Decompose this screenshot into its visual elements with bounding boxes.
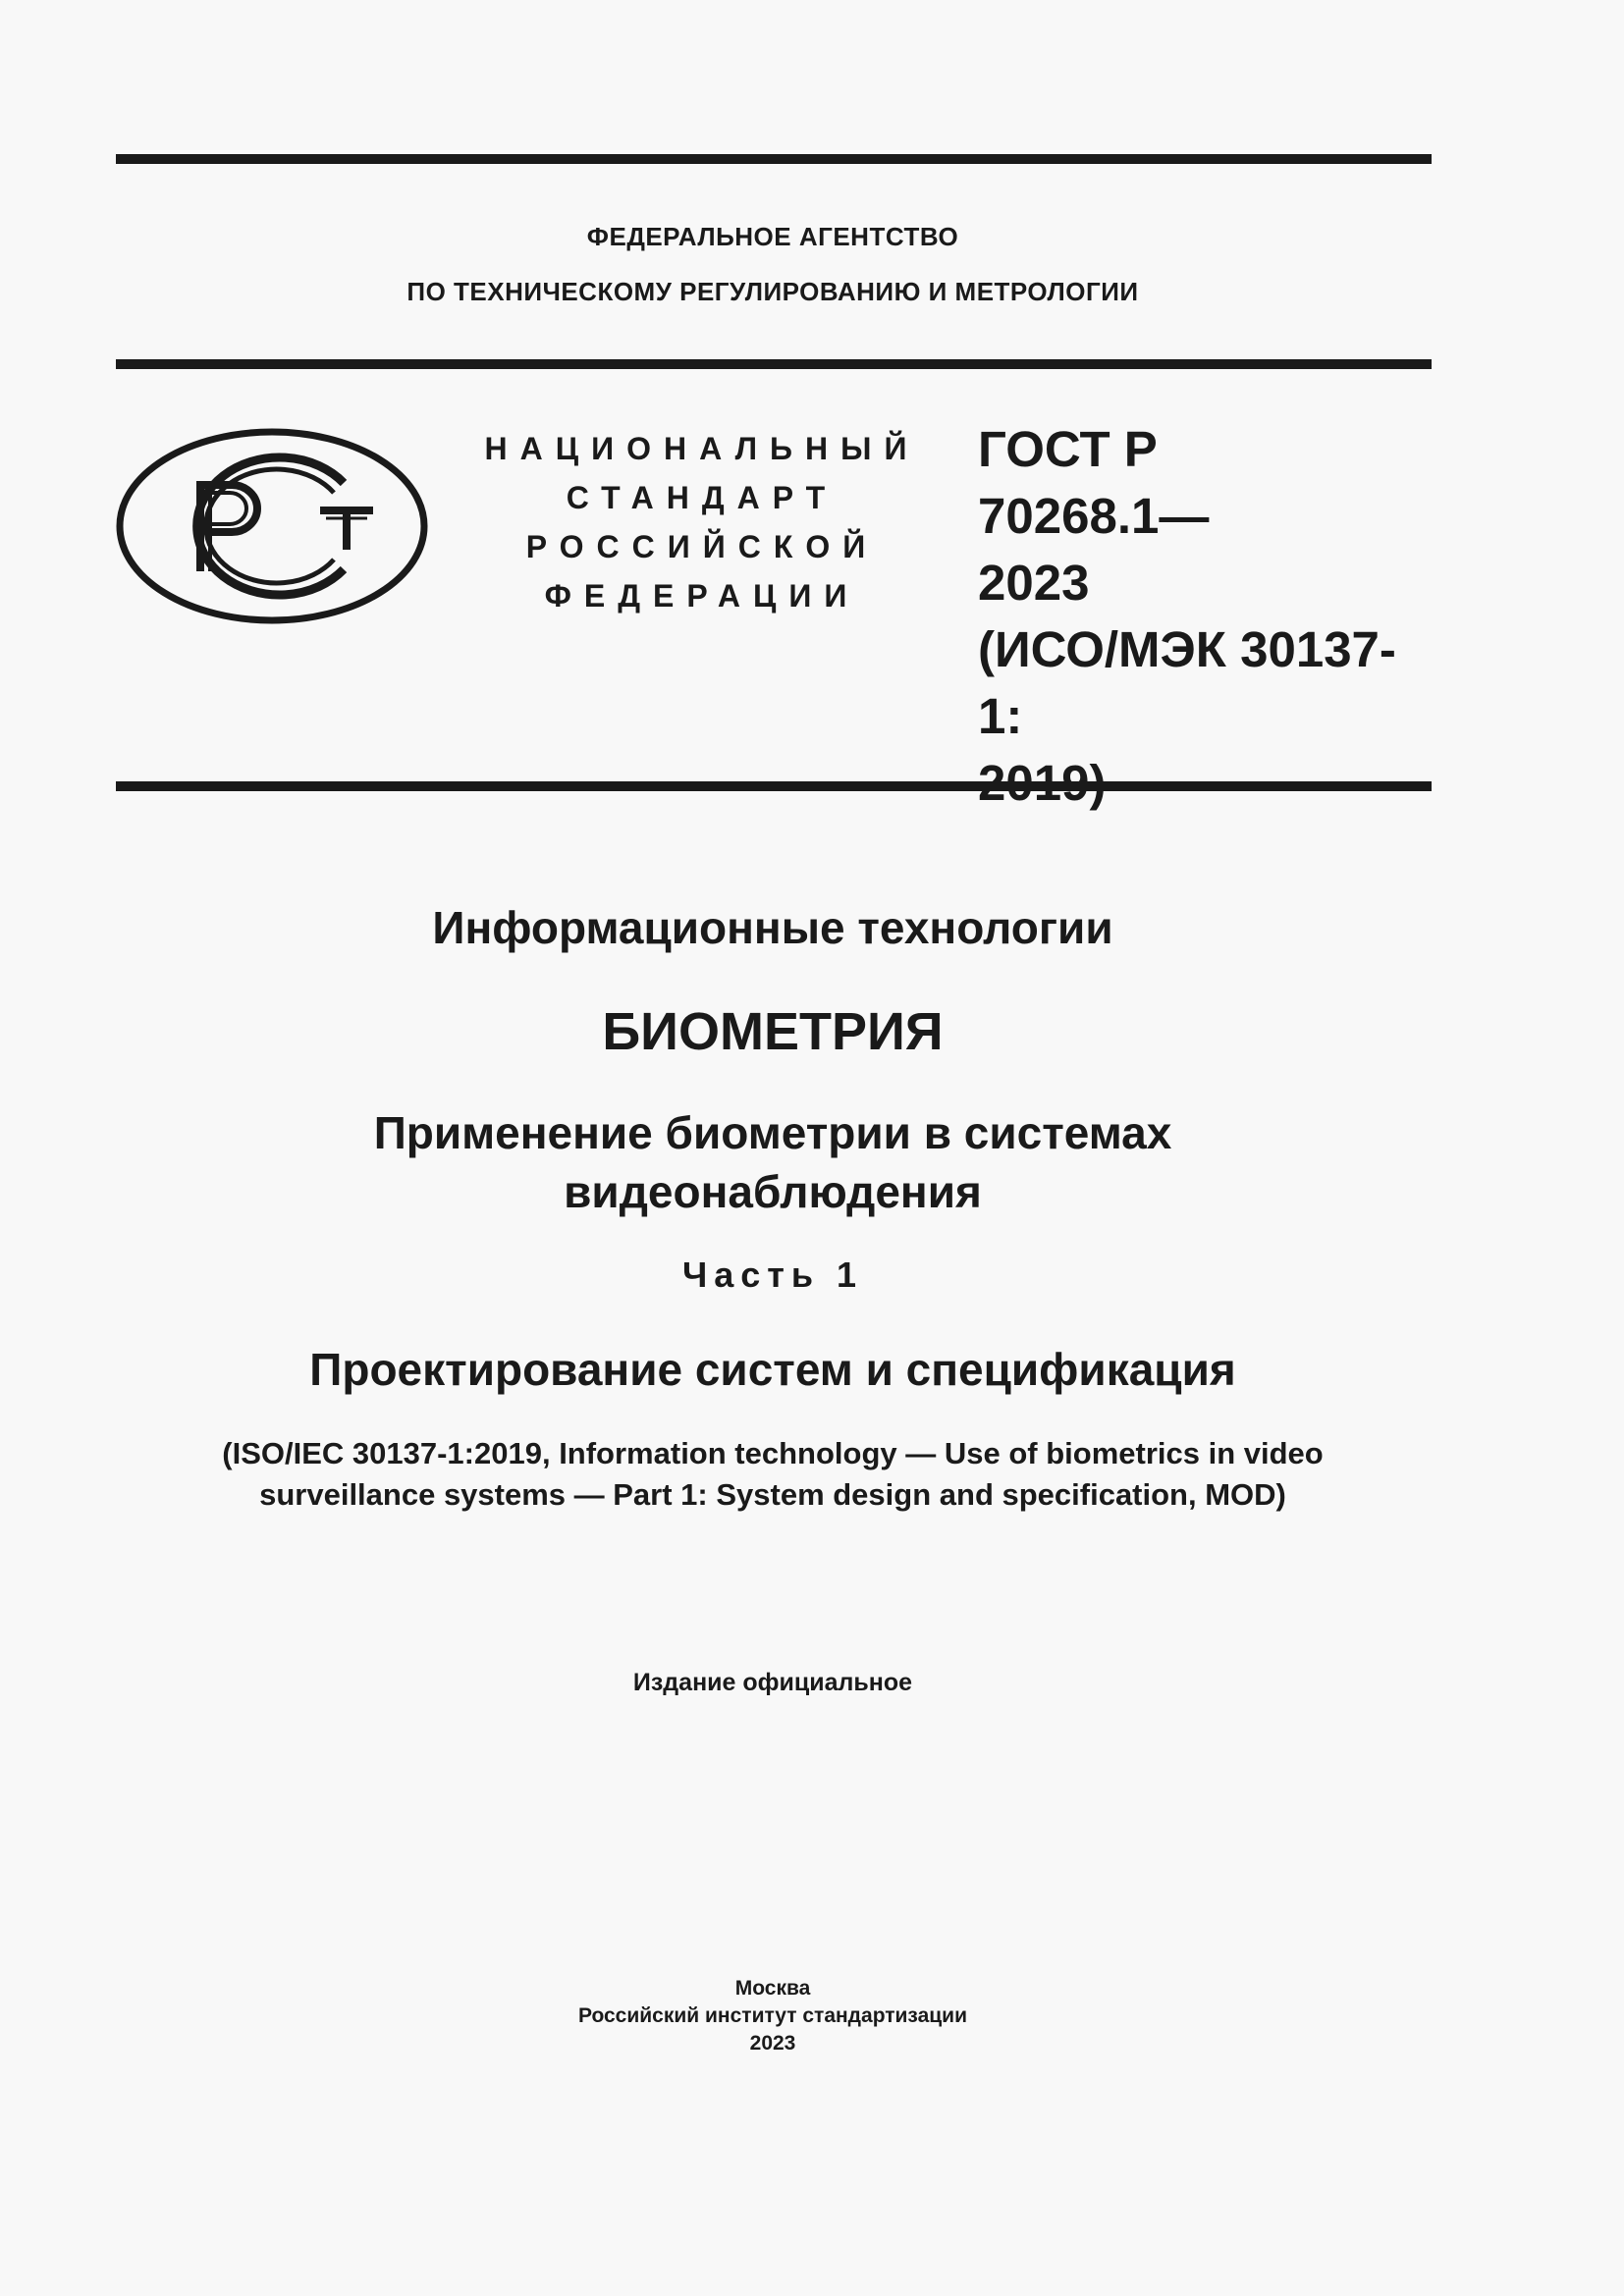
- national-standard-line: СТАНДАРТ: [566, 480, 839, 515]
- document-title-main: Информационные технологии: [432, 902, 1113, 953]
- national-standard-label: [452, 424, 952, 620]
- national-standard-line: РОССИЙСКОЙ: [525, 529, 879, 564]
- publisher-institute: Российский институт стандартизации: [577, 2004, 968, 2027]
- top-rule: [116, 154, 1432, 164]
- iso-reference: [0, 1433, 1545, 1516]
- publisher-block: [0, 1975, 1545, 2057]
- iso-reference-line: surveillance systems — Part 1: System design and specification, MOD): [259, 1477, 1286, 1512]
- document-title-subject: БИОМЕТРИЯ: [602, 1002, 944, 1061]
- national-standard-line: НАЦИОНАЛЬНЫЙ: [484, 431, 920, 466]
- application-line: видеонаблюдения: [564, 1166, 982, 1217]
- document-part-number: Часть 1: [681, 1255, 864, 1295]
- national-standard-line: ФЕДЕРАЦИИ: [544, 578, 860, 614]
- agency-name-line-2: ПО ТЕХНИЧЕСКОМУ РЕГУЛИРОВАНИЮ И МЕТРОЛОГИИ: [406, 277, 1139, 306]
- publisher-year: 2023: [749, 2032, 796, 2055]
- iso-reference-line: (ISO/IEC 30137-1:2019, Information technology — Use of biometrics in video: [222, 1436, 1324, 1470]
- agency-rule: [116, 359, 1432, 369]
- application-line: Применение биометрии в системах: [373, 1107, 1172, 1158]
- designation-line: 2023: [978, 555, 1090, 611]
- agency-name-line-1: ФЕДЕРАЛЬНОЕ АГЕНТСТВО: [586, 222, 959, 251]
- edition-label: Издание официальное: [632, 1669, 913, 1696]
- standard-designation: [978, 416, 1439, 817]
- document-title-application: [0, 1103, 1545, 1221]
- header-bottom-rule: [116, 781, 1432, 791]
- document-part-title: Проектирование систем и спецификация: [309, 1344, 1236, 1395]
- designation-line: (ИСО/МЭК 30137-1:: [978, 621, 1396, 744]
- rst-logo-icon: [116, 428, 428, 624]
- publisher-city: Москва: [734, 1977, 811, 2000]
- designation-line: ГОСТ Р: [978, 421, 1158, 477]
- designation-line: 70268.1—: [978, 488, 1210, 544]
